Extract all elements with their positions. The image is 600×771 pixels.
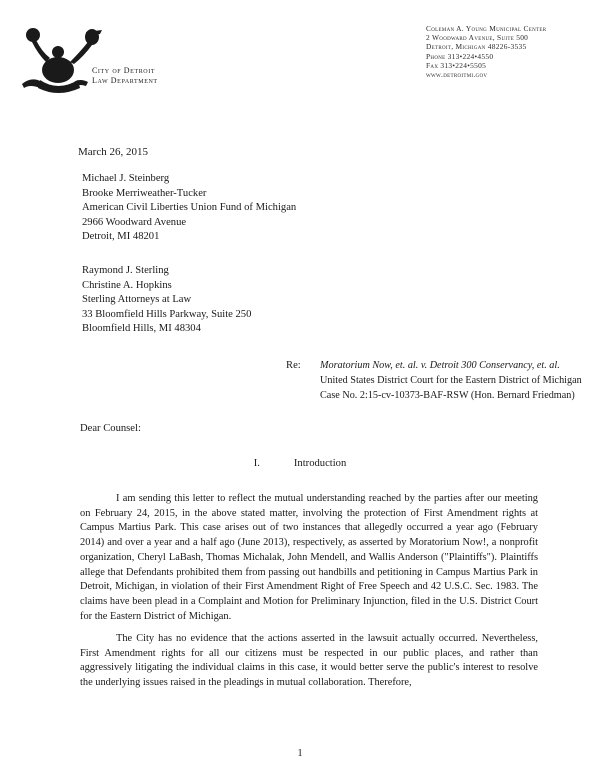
recipient-line: American Civil Liberties Union Fund of Michigan xyxy=(82,202,297,213)
page-number: 1 xyxy=(297,748,303,759)
recipient-line: Raymond J. Sterling xyxy=(82,265,169,276)
recipient-line: Michael J. Steinberg xyxy=(82,173,170,184)
department-line: Law Department xyxy=(92,76,158,85)
letterhead-address xyxy=(426,24,546,79)
recipient-block-aclu xyxy=(82,172,296,245)
salutation: Dear Counsel: xyxy=(80,423,141,434)
recipient-line: Detroit, MI 48201 xyxy=(82,231,160,242)
body-paragraph xyxy=(80,492,538,624)
department-name xyxy=(92,66,158,86)
recipient-line: Christine A. Hopkins xyxy=(82,279,172,291)
case-number: Case No. 2:15-cv-10373-BAF-RSW (Hon. Bernard Friedman) xyxy=(320,390,575,401)
recipient-line: Bloomfield Hills, MI 48304 xyxy=(82,323,201,334)
address-line: Detroit, Michigan 48226-3535 xyxy=(426,42,527,52)
case-title: Moratorium Now, et. al. v. Detroit 300 Conservancy, et. al. xyxy=(320,360,560,371)
address-line: Fax 313•224•5505 xyxy=(426,60,487,70)
letter-date: March 26, 2015 xyxy=(78,146,148,158)
section-title: Introduction xyxy=(293,458,347,469)
re-block xyxy=(320,358,582,403)
body-paragraph xyxy=(80,632,538,691)
section-heading xyxy=(0,458,600,469)
court-name: United States District Court for the Eastern District of Michigan xyxy=(320,375,582,386)
section-number: I. xyxy=(253,458,260,469)
address-line: 2 Woodward Avenue, Suite 500 xyxy=(426,33,529,43)
paragraph-text: The City has no evidence that the actions asserted in the lawsuit actually occurred. Nevertheless, First Amendment rights for all our citizens must be respected in our public places, and rather than aggressively litigating the individual claims in this case, it would better serve the public's interest to resolve the underlying issues raised in the pleadings in mutual collaboration. Therefore, xyxy=(80,633,538,689)
recipient-block-sterling xyxy=(82,264,251,337)
spirit-of-detroit-logo xyxy=(18,22,110,102)
recipient-line: 33 Bloomfield Hills Parkway, Suite 250 xyxy=(82,308,252,320)
paragraph-text: I am sending this letter to reflect the mutual understanding reached by the parties after our meeting on February 24, 2015, in the above stated matter, involving the protection of First Amendment rights at Campus Martius Park. This case arises out of two instances that allegedly occurred a year ago (February 2014) and over a year and a half ago (June 2013), respectively, as asserted by Moratorium Now!, a nonprofit organization, Cheryl LaBash, Thomas Michalak, John Mendell, and Wallis Anderson ("Plaintiffs"). Plaintiffs allege that Defendants prohibited them from passing out handbills and petitioning in Campus Martius Park in Detroit, Michigan, in violation of their First Amendment Right of Free Speech and 42 U.S.C. Sec. 1983. The claims have been plead in a Complaint and Motion for Preliminary Injunction, filed in the U.S. District Court for the Eastern District of Michigan. xyxy=(80,493,538,622)
address-line: Phone 313•224•4550 xyxy=(426,51,494,61)
address-line: www.detroitmi.gov xyxy=(426,70,488,80)
recipient-line: 2966 Woodward Avenue xyxy=(82,216,187,228)
re-label: Re: xyxy=(286,360,301,371)
recipient-line: Sterling Attorneys at Law xyxy=(82,294,192,305)
recipient-line: Brooke Merriweather-Tucker xyxy=(82,187,207,199)
department-line: City of Detroit xyxy=(92,66,156,75)
address-line: Coleman A. Young Municipal Center xyxy=(426,24,547,33)
